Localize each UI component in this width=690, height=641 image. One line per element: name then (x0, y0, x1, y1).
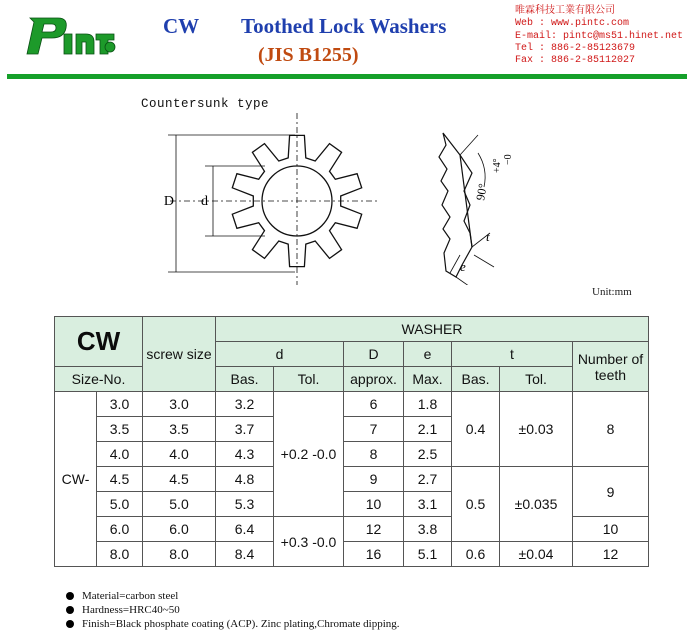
page-title: Toothed Lock Washers (241, 14, 447, 38)
cell-screw: 3.5 (143, 417, 216, 442)
cell-size: 5.0 (97, 492, 143, 517)
cell-screw: 5.0 (143, 492, 216, 517)
header-D: D (344, 342, 404, 367)
email-link[interactable]: E-mail: pintc@ms51.hinet.net (515, 30, 684, 42)
cell-d-bas: 4.8 (216, 467, 274, 492)
cell-size: 4.5 (97, 467, 143, 492)
cell-t-tol: ±0.035 (500, 467, 573, 542)
cell-e: 2.1 (404, 417, 452, 442)
fax-line: Fax : 886-2-85112027 (515, 55, 636, 67)
header-D-approx: approx. (344, 367, 404, 392)
standard-label: (JIS B1255) (258, 44, 359, 66)
cell-screw: 8.0 (143, 542, 216, 567)
tel-line: Tel : 886-2-85123679 (515, 42, 636, 54)
cell-d-bas: 3.2 (216, 392, 274, 417)
note-finish: Finish=Black phosphate coating (ACP). Zinc plating,Chromate dipping. (66, 617, 400, 631)
cell-D: 9 (344, 467, 404, 492)
header-code: CW (55, 317, 143, 367)
cell-D: 10 (344, 492, 404, 517)
cell-screw: 4.0 (143, 442, 216, 467)
pintc-logo (24, 14, 116, 58)
cell-D: 16 (344, 542, 404, 567)
cell-teeth: 9 (573, 467, 649, 517)
header-e: e (404, 342, 452, 367)
cell-t-bas: 0.4 (452, 392, 500, 467)
header-t-bas: Bas. (452, 367, 500, 392)
cell-t-tol: ±0.04 (500, 542, 573, 567)
table-row (55, 392, 649, 417)
angle-label: 90° (473, 182, 490, 202)
angle-tolerance-minus: −0 (503, 154, 514, 165)
cell-e: 3.8 (404, 517, 452, 542)
cell-teeth: 8 (573, 392, 649, 467)
header-e-max: Max. (404, 367, 452, 392)
cell-d-bas: 6.4 (216, 517, 274, 542)
washer-drawing (160, 105, 520, 285)
bullet-icon (66, 592, 74, 600)
table-row (55, 542, 649, 567)
dim-t-label: t (486, 229, 490, 244)
cell-e: 2.5 (404, 442, 452, 467)
bullet-icon (66, 606, 74, 614)
drawing-type-label: Countersunk type (141, 97, 270, 111)
cell-e: 1.8 (404, 392, 452, 417)
header-t-tol: Tol. (500, 367, 573, 392)
unit-label: Unit:mm (592, 286, 632, 298)
cell-D: 6 (344, 392, 404, 417)
cell-size: 3.5 (97, 417, 143, 442)
cell-t-bas: 0.6 (452, 542, 500, 567)
header-washer: WASHER (216, 317, 649, 342)
cell-t-bas: 0.5 (452, 467, 500, 542)
cell-size: 8.0 (97, 542, 143, 567)
cell-screw: 6.0 (143, 517, 216, 542)
cell-d-tol: +0.2 -0.0 (274, 392, 344, 517)
size-prefix: CW- (55, 392, 97, 567)
cell-D: 12 (344, 517, 404, 542)
header-divider (7, 74, 687, 79)
product-code: CW (163, 14, 200, 38)
cell-screw: 4.5 (143, 467, 216, 492)
cell-e: 2.7 (404, 467, 452, 492)
note-material: Material=carbon steel (66, 589, 400, 603)
dim-D-label: D (163, 194, 174, 209)
cell-D: 8 (344, 442, 404, 467)
angle-tolerance-plus: +4° (492, 158, 503, 173)
cell-e: 5.1 (404, 542, 452, 567)
cell-d-bas: 5.3 (216, 492, 274, 517)
dim-e-label: e (460, 259, 466, 274)
cell-d-bas: 8.4 (216, 542, 274, 567)
header-d-tol: Tol. (274, 367, 344, 392)
header-d-bas: Bas. (216, 367, 274, 392)
header-size-no: Size-No. (55, 367, 143, 392)
cell-D: 7 (344, 417, 404, 442)
cell-d-tol: +0.3 -0.0 (274, 517, 344, 567)
contact-block (515, 6, 683, 67)
cell-t-tol: ±0.03 (500, 392, 573, 467)
header-number-of-teeth: Number of teeth (573, 342, 649, 392)
cell-d-bas: 3.7 (216, 417, 274, 442)
cell-size: 4.0 (97, 442, 143, 467)
cell-screw: 3.0 (143, 392, 216, 417)
cell-size: 3.0 (97, 392, 143, 417)
cell-e: 3.1 (404, 492, 452, 517)
web-link[interactable]: Web : www.pintc.com (515, 18, 630, 30)
notes-list (66, 589, 400, 631)
cell-teeth: 12 (573, 542, 649, 567)
note-hardness: Hardness=HRC40~50 (66, 603, 400, 617)
company-name: 唯霖科技工業有限公司 (515, 6, 615, 17)
header-screw-size: screw size (143, 317, 216, 392)
dim-d-label: d (201, 194, 208, 209)
table-row (55, 467, 649, 492)
cell-d-bas: 4.3 (216, 442, 274, 467)
cell-size: 6.0 (97, 517, 143, 542)
spec-table (54, 316, 649, 567)
bullet-icon (66, 620, 74, 628)
header-d: d (216, 342, 344, 367)
header-t: t (452, 342, 573, 367)
cell-teeth: 10 (573, 517, 649, 542)
